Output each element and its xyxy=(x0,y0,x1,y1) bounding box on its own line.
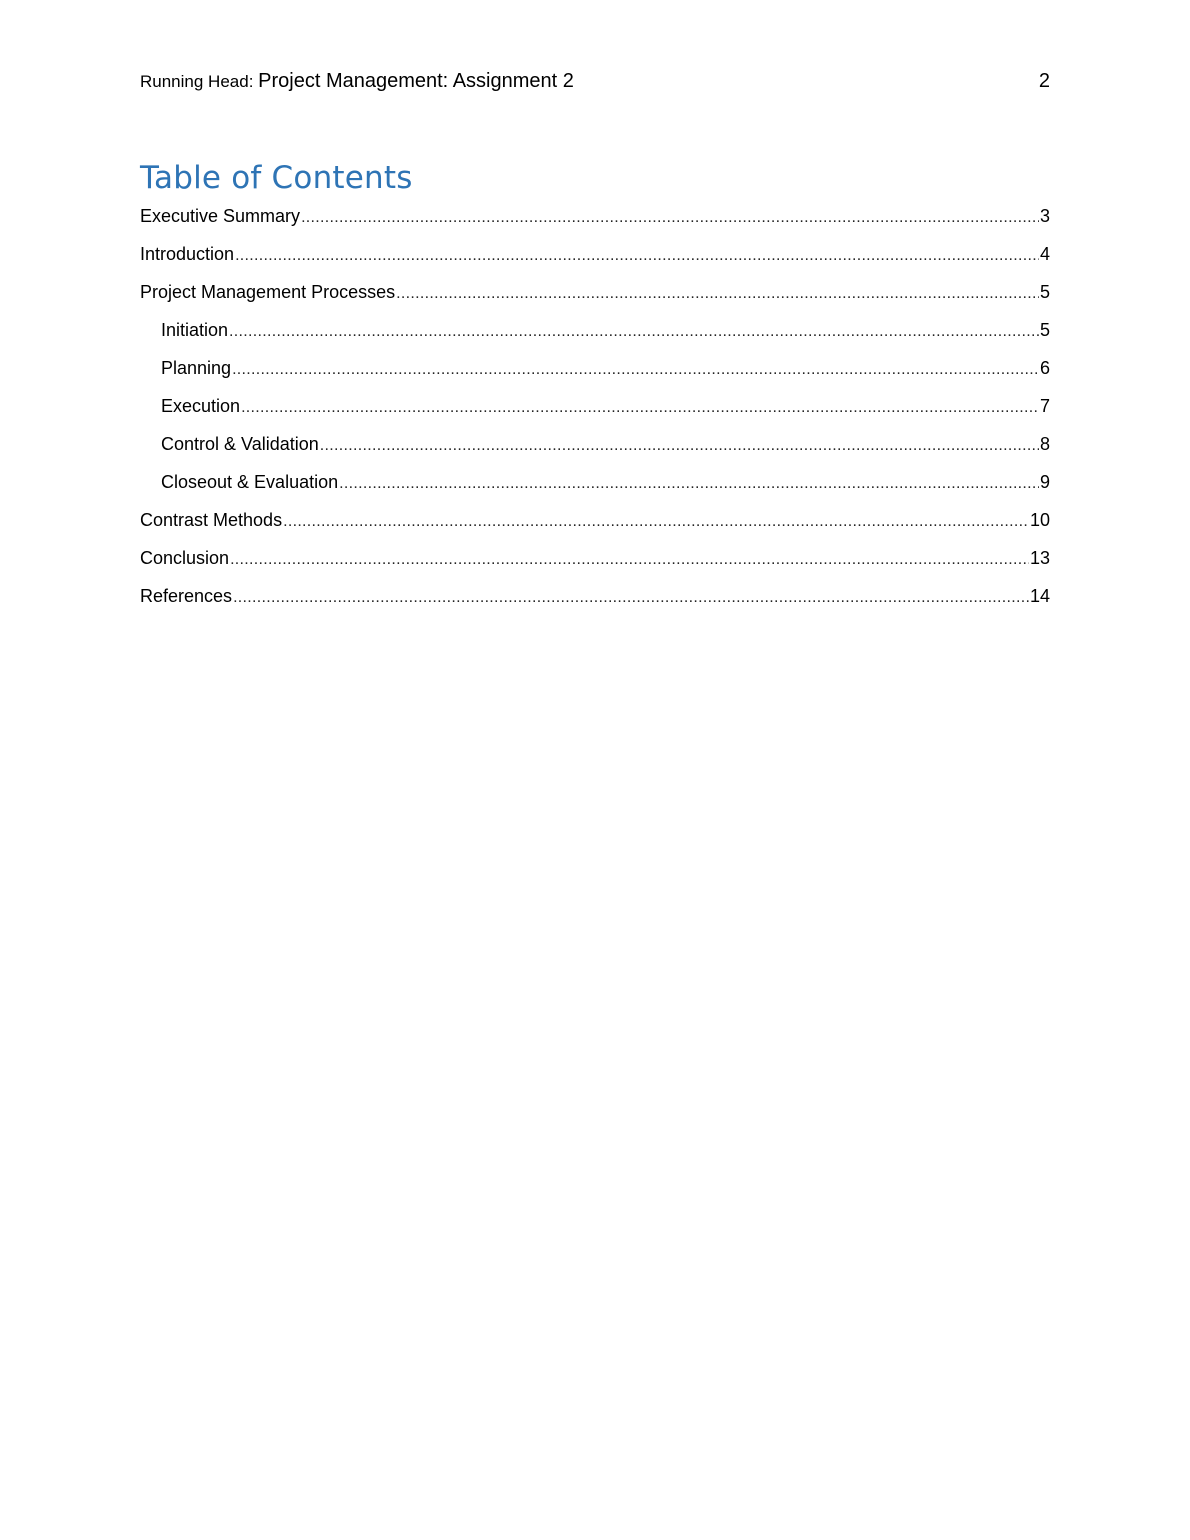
toc-entry-page: 4 xyxy=(1039,244,1050,264)
toc-entry-page: 6 xyxy=(1039,358,1050,378)
toc-entry-page: 14 xyxy=(1029,586,1050,606)
toc-entry-page: 7 xyxy=(1039,396,1050,416)
toc-entry-control-validation[interactable] xyxy=(140,431,1050,469)
page-number: 2 xyxy=(1038,70,1050,92)
toc-entry-label: Execution xyxy=(161,396,241,416)
toc-entry-executive-summary[interactable] xyxy=(140,203,1050,241)
toc-dot-leader xyxy=(235,243,1039,269)
toc-dot-leader xyxy=(229,319,1039,345)
toc-entry-page: 3 xyxy=(1039,206,1050,226)
toc-entry-execution[interactable] xyxy=(140,393,1050,431)
toc-dot-leader xyxy=(233,585,1029,611)
toc-entry-conclusion[interactable] xyxy=(140,545,1050,583)
toc-entry-page: 5 xyxy=(1039,282,1050,302)
toc-entry-initiation[interactable] xyxy=(140,317,1050,355)
toc-entry-label: Introduction xyxy=(140,244,235,264)
toc-entry-contrast-methods[interactable] xyxy=(140,507,1050,545)
toc-entry-page: 9 xyxy=(1039,472,1050,492)
running-head-title: Project Management: Assignment 2 xyxy=(258,70,574,92)
toc-dot-leader xyxy=(339,471,1039,497)
toc-dot-leader xyxy=(320,433,1039,459)
toc-heading: Table of Contents xyxy=(140,160,413,196)
running-head-prefix: Running Head: xyxy=(140,72,259,91)
toc-entry-label: Initiation xyxy=(161,320,229,340)
toc-entry-page: 8 xyxy=(1039,434,1050,454)
toc-entry-label: Control & Validation xyxy=(161,434,319,454)
toc-entry-label: Conclusion xyxy=(140,548,230,568)
table-of-contents xyxy=(140,203,1050,621)
toc-dot-leader xyxy=(230,547,1029,573)
toc-entry-project-management-processes[interactable] xyxy=(140,279,1050,317)
toc-entry-label: Executive Summary xyxy=(140,206,301,226)
toc-entry-label: References xyxy=(140,586,233,606)
toc-entry-label: Closeout & Evaluation xyxy=(161,472,339,492)
toc-dot-leader xyxy=(396,281,1039,307)
toc-entry-introduction[interactable] xyxy=(140,241,1050,279)
toc-dot-leader xyxy=(232,357,1039,383)
toc-entry-closeout-evaluation[interactable] xyxy=(140,469,1050,507)
running-head xyxy=(140,70,1050,100)
toc-entry-label: Contrast Methods xyxy=(140,510,283,530)
toc-entry-page: 13 xyxy=(1029,548,1050,568)
running-head-text xyxy=(140,70,574,93)
toc-entry-planning[interactable] xyxy=(140,355,1050,393)
toc-entry-page: 10 xyxy=(1029,510,1050,530)
toc-entry-page: 5 xyxy=(1039,320,1050,340)
toc-dot-leader xyxy=(301,205,1039,231)
toc-entry-label: Planning xyxy=(161,358,232,378)
toc-dot-leader xyxy=(241,395,1039,421)
toc-entry-label: Project Management Processes xyxy=(140,282,396,302)
toc-dot-leader xyxy=(283,509,1029,535)
toc-entry-references[interactable] xyxy=(140,583,1050,621)
